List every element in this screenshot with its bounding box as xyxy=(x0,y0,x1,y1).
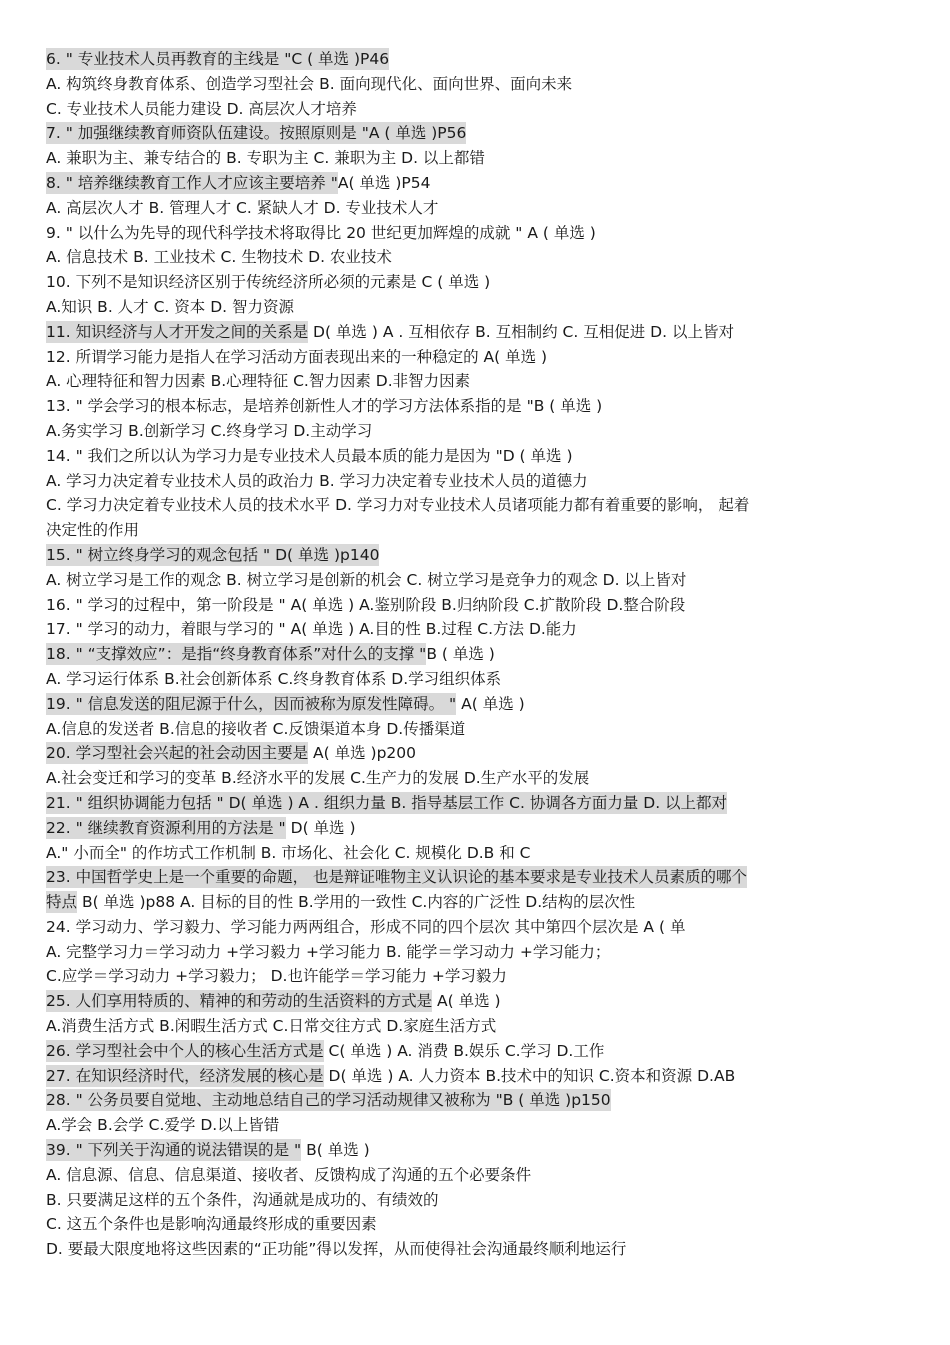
line-text: A." 小而全" 的作坊式工作机制 B. 市场化、社会化 C. 规模化 D.B 和 C xyxy=(46,843,531,862)
line-text: D( 单选 ) A . 互相依存 B. 互相制约 C. 互相促进 D. 以上皆对 xyxy=(308,322,734,341)
text-line xyxy=(46,816,916,841)
text-line xyxy=(46,419,916,444)
text-line xyxy=(46,940,916,965)
line-text: A. 学习力决定着专业技术人员的政治力 B. 学习力决定着专业技术人员的道德力 xyxy=(46,471,588,490)
document-body xyxy=(46,47,916,1262)
line-text: C.应学＝学习动力 +学习毅力； D.也许能学＝学习能力 +学习毅力 xyxy=(46,967,507,986)
highlighted-question: 25. 人们享用特质的、精神的和劳动的生活资料的方式是 xyxy=(46,992,433,1011)
text-line xyxy=(46,320,916,345)
line-text: A. 心理特征和智力因素 B.心理特征 C.智力因素 D.非智力因素 xyxy=(46,372,471,391)
line-text: A. 兼职为主、兼专结合的 B. 专职为主 C. 兼职为主 D. 以上都错 xyxy=(46,149,485,168)
line-text: 14. " 我们之所以认为学习力是专业技术人员最本质的能力是因为 "D ( 单选 ) xyxy=(46,446,573,465)
text-line xyxy=(46,568,916,593)
text-line xyxy=(46,667,916,692)
text-line xyxy=(46,1138,916,1163)
highlighted-question: 19. " 信息发送的阻尼源于什么，因而被称为原发性障碍。 " xyxy=(46,694,457,713)
text-line xyxy=(46,270,916,295)
line-text: C. 学习力决定着专业技术人员的技术水平 D. 学习力对专业技术人员诸项能力都有着重要的影响， 起着 xyxy=(46,496,750,515)
line-text: B( 单选 ) xyxy=(301,1141,370,1160)
highlighted-question: 6. " 专业技术人员再教育的主线是 "C ( 单选 )P46 xyxy=(46,50,390,68)
text-line xyxy=(46,444,916,469)
text-line xyxy=(46,642,916,667)
text-line xyxy=(46,865,916,890)
highlighted-question: 18. " “支撑效应”：是指“终身教育体系”对什么的支撑 " xyxy=(46,645,427,664)
text-line xyxy=(46,196,916,221)
text-line xyxy=(46,1163,916,1188)
line-text: D. 要最大限度地将这些因素的“正功能”得以发挥，从而使得社会沟通最终顺利地运行 xyxy=(46,1240,627,1259)
line-text: 13. " 学会学习的根本标志，是培养创新性人才的学习方法体系指的是 "B ( 单选 ) xyxy=(46,397,603,416)
highlighted-question: 23. 中国哲学史上是一个重要的命题， 也是辩证唯物主义认识论的基本要求是专业技术人员素质的哪个 xyxy=(46,868,748,887)
text-line xyxy=(46,518,916,543)
text-line xyxy=(46,469,916,494)
text-line xyxy=(46,791,916,816)
highlighted-question: 26. 学习型社会中个人的核心生活方式是 xyxy=(46,1041,324,1060)
text-line xyxy=(46,617,916,642)
highlighted-question: 28. " 公务员要自觉地、主动地总结自己的学习活动规律又被称为 "B ( 单选 )p150 xyxy=(46,1091,611,1110)
line-text: A.社会变迁和学习的变革 B.经济水平的发展 C.生产力的发展 D.生产水平的发展 xyxy=(46,769,590,788)
text-line xyxy=(46,97,916,122)
line-text: A. 树立学习是工作的观念 B. 树立学习是创新的机会 C. 树立学习是竞争力的观念 D. 以上皆对 xyxy=(46,570,687,589)
line-text: A.信息的发送者 B.信息的接收者 C.反馈渠道本身 D.传播渠道 xyxy=(46,719,466,738)
line-text: 16. " 学习的过程中，第一阶段是 " A( 单选 ) A.鉴别阶段 B.归纳阶段 C.扩散阶段 D.整合阶段 xyxy=(46,595,686,614)
highlighted-question: 11. 知识经济与人才开发之间的关系是 xyxy=(46,322,309,341)
highlighted-question: 21. " 组织协调能力包括 " D( 单选 ) A . 组织力量 B. 指导基层工作 C. 协调各方面力量 D. 以上都对 xyxy=(46,793,728,812)
text-line xyxy=(46,171,916,196)
line-text: A.知识 B. 人才 C. 资本 D. 智力资源 xyxy=(46,297,294,316)
line-text: 决定性的作用 xyxy=(46,521,140,540)
text-line xyxy=(46,989,916,1014)
text-line xyxy=(46,766,916,791)
text-line xyxy=(46,295,916,320)
line-text: A. 信息技术 B. 工业技术 C. 生物技术 D. 农业技术 xyxy=(46,248,392,267)
line-text: A( 单选 ) xyxy=(456,694,525,713)
highlighted-question: 22. " 继续教育资源利用的方法是 " xyxy=(46,818,286,837)
text-line xyxy=(46,1088,916,1113)
line-text: C. 专业技术人员能力建设 D. 高层次人才培养 xyxy=(46,99,357,118)
highlighted-question: 39. " 下列关于沟通的说法错误的是 " xyxy=(46,1141,302,1160)
highlighted-question: 27. 在知识经济时代，经济发展的核心是 xyxy=(46,1066,324,1085)
line-text: C( 单选 ) A. 消费 B.娱乐 C.学习 D.工作 xyxy=(323,1041,605,1060)
line-text: B ( 单选 ) xyxy=(426,645,495,664)
text-line xyxy=(46,47,916,72)
text-line xyxy=(46,717,916,742)
text-line xyxy=(46,543,916,568)
line-text: A. 构筑终身教育体系、创造学习型社会 B. 面向现代化、面向世界、面向未来 xyxy=(46,74,573,93)
text-line xyxy=(46,915,916,940)
highlighted-question: 7. " 加强继续教育师资队伍建设。按照原则是 "A ( 单选 )P56 xyxy=(46,124,467,143)
line-text: D( 单选 ) A. 人力资本 B.技术中的知识 C.资本和资源 D.AB xyxy=(323,1066,736,1085)
text-line xyxy=(46,1113,916,1138)
text-line xyxy=(46,1212,916,1237)
text-line xyxy=(46,1188,916,1213)
text-line xyxy=(46,964,916,989)
text-line xyxy=(46,146,916,171)
line-text: A.消费生活方式 B.闲暇生活方式 C.日常交往方式 D.家庭生活方式 xyxy=(46,1017,497,1036)
text-line xyxy=(46,221,916,246)
text-line xyxy=(46,121,916,146)
highlighted-question: 特点 xyxy=(46,893,78,912)
line-text: 9. " 以什么为先导的现代科学技术将取得比 20 世纪更加辉煌的成就 " A ( 单选 ) xyxy=(46,223,596,242)
line-text: A. 学习运行体系 B.社会创新体系 C.终身教育体系 D.学习组织体系 xyxy=(46,669,502,688)
line-text: 10. 下列不是知识经济区别于传统经济所必须的元素是 C ( 单选 ) xyxy=(46,273,491,292)
text-line xyxy=(46,692,916,717)
line-text: A.务实学习 B.创新学习 C.终身学习 D.主动学习 xyxy=(46,421,373,440)
text-line xyxy=(46,72,916,97)
text-line xyxy=(46,345,916,370)
text-line xyxy=(46,841,916,866)
line-text: A( 单选 )P54 xyxy=(337,173,431,192)
line-text: B( 单选 )p88 A. 目标的目的性 B.学用的一致性 C.内容的广泛性 D.结构的层次性 xyxy=(77,893,636,912)
line-text: 17. " 学习的动力，着眼与学习的 " A( 单选 ) A.目的性 B.过程 C.方法 D.能力 xyxy=(46,620,577,639)
text-line xyxy=(46,593,916,618)
line-text: A. 高层次人才 B. 管理人才 C. 紧缺人才 D. 专业技术人才 xyxy=(46,198,439,217)
line-text: A( 单选 ) xyxy=(432,992,501,1011)
highlighted-question: 8. " 培养继续教育工作人才应该主要培养 " xyxy=(46,173,338,192)
text-line xyxy=(46,394,916,419)
text-line xyxy=(46,493,916,518)
line-text: A( 单选 )p200 xyxy=(308,744,416,763)
text-line xyxy=(46,1039,916,1064)
text-line xyxy=(46,1064,916,1089)
line-text: A. 信息源、信息、信息渠道、接收者、反馈构成了沟通的五个必要条件 xyxy=(46,1165,532,1184)
line-text: 24. 学习动力、学习毅力、学习能力两两组合，形成不同的四个层次 其中第四个层次是 A ( 单 xyxy=(46,917,686,936)
line-text: B. 只要满足这样的五个条件，沟通就是成功的、有绩效的 xyxy=(46,1190,439,1209)
line-text: A. 完整学习力＝学习动力 +学习毅力 +学习能力 B. 能学＝学习动力 +学习能力； xyxy=(46,942,611,961)
text-line xyxy=(46,1237,916,1262)
highlighted-question: 15. " 树立终身学习的观念包括 " D( 单选 )p140 xyxy=(46,545,380,564)
text-line xyxy=(46,245,916,270)
line-text: C. 这五个条件也是影响沟通最终形成的重要因素 xyxy=(46,1215,377,1234)
line-text: 12. 所谓学习能力是指人在学习活动方面表现出来的一种稳定的 A( 单选 ) xyxy=(46,347,548,366)
highlighted-question: 20. 学习型社会兴起的社会动因主要是 xyxy=(46,744,309,763)
text-line xyxy=(46,369,916,394)
text-line xyxy=(46,741,916,766)
text-line xyxy=(46,1014,916,1039)
line-text: A.学会 B.会学 C.爱学 D.以上皆错 xyxy=(46,1116,280,1135)
line-text: D( 单选 ) xyxy=(285,818,356,837)
text-line xyxy=(46,890,916,915)
